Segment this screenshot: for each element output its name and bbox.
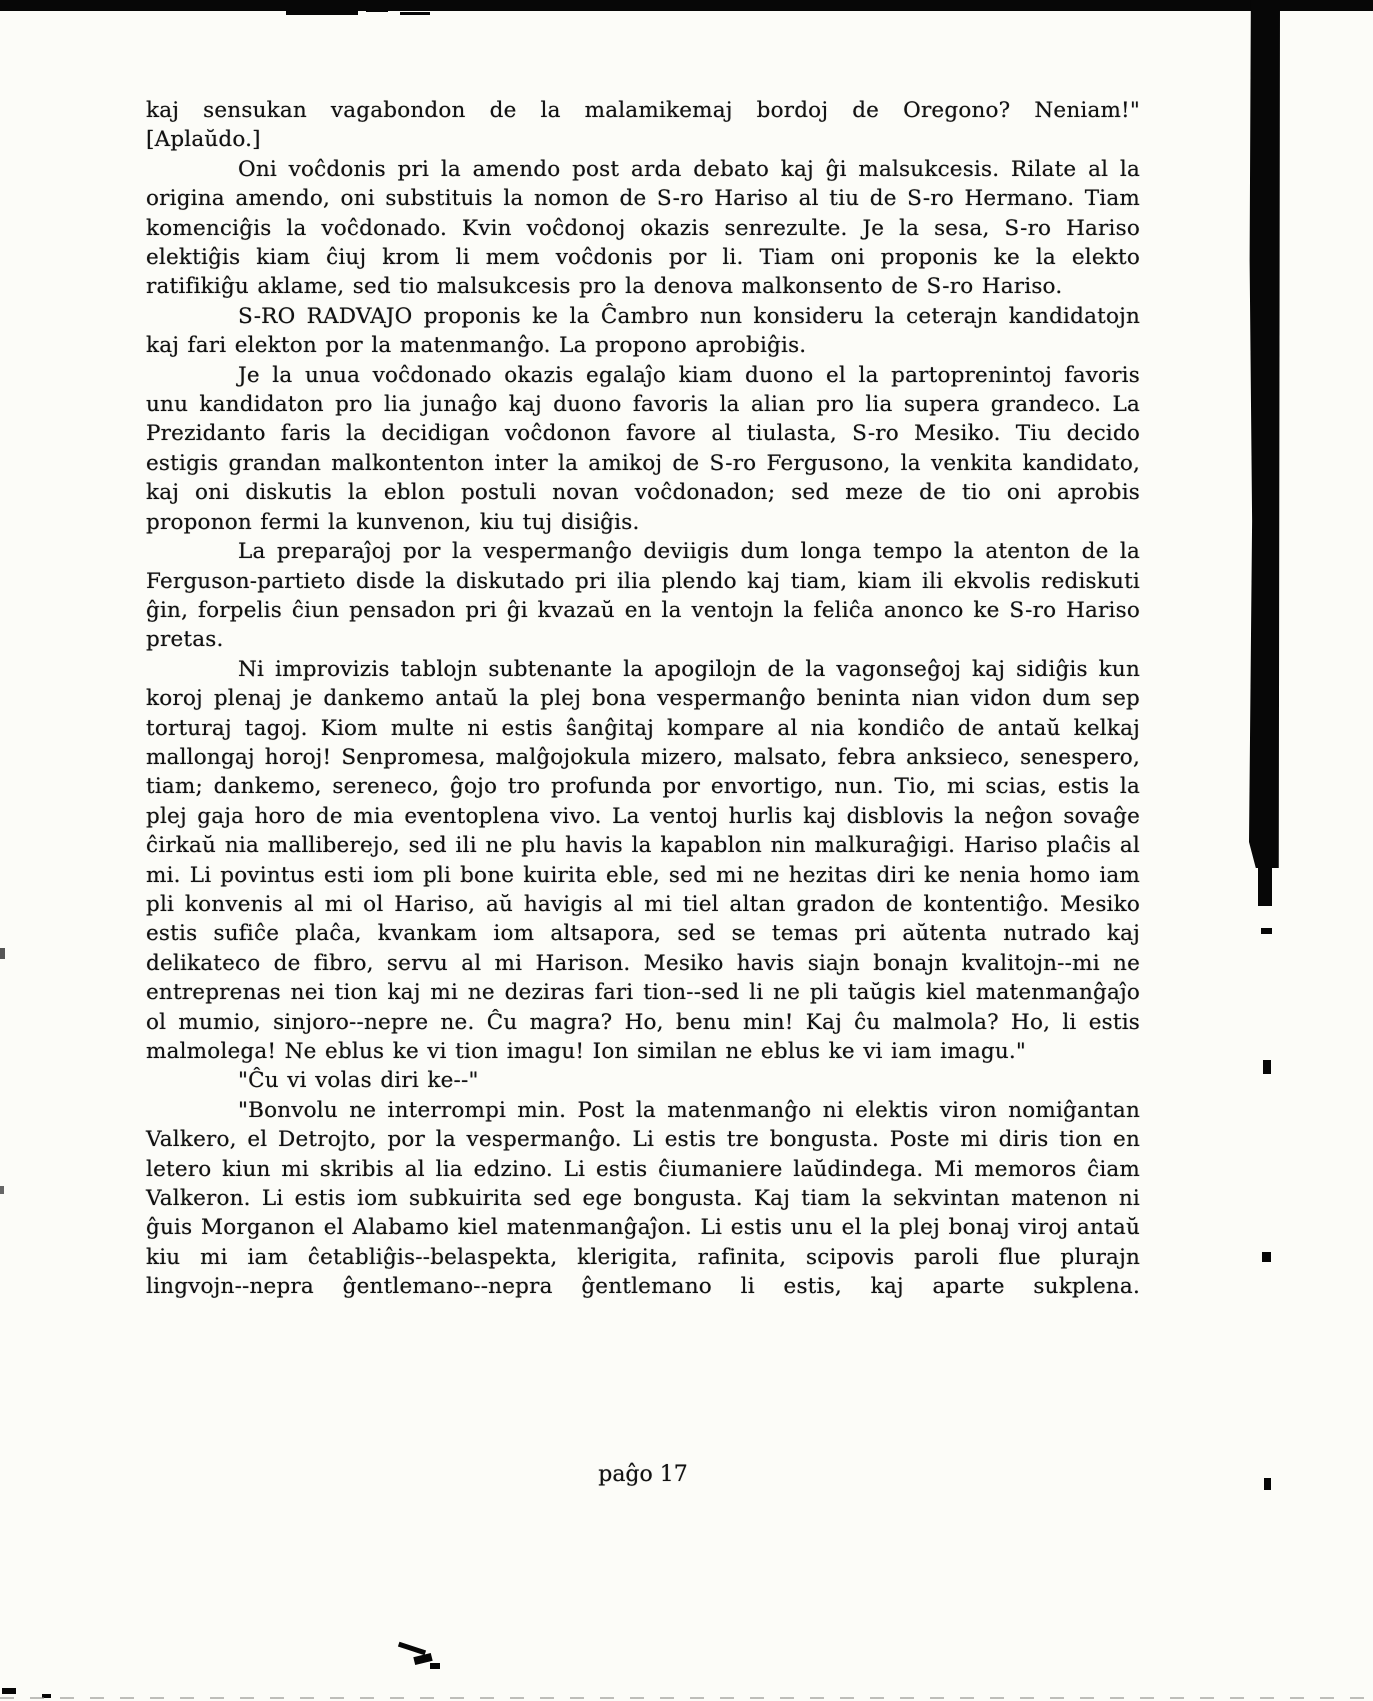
scan-mark-top — [400, 12, 430, 15]
scan-mark-right — [1262, 1252, 1271, 1262]
scan-edge-right — [1249, 0, 1280, 868]
scan-mark-right — [1263, 1060, 1271, 1074]
paragraph: S-RO RADVAJO proponis ke la Ĉambro nun konsideru la ceterajn kandidatojn kaj fari elekton por la matenmanĝo. La propono aprobiĝis. — [146, 303, 1140, 359]
paragraph: kaj sensukan vagabondon de la malamikemaj bordoj de Oregono? Neniam!" — [146, 98, 1140, 123]
page-number: paĝo 17 — [598, 1462, 688, 1487]
scan-mark-bottom — [398, 1642, 426, 1655]
scan-mark-top — [366, 9, 388, 12]
scan-edge-bottom — [0, 1697, 1373, 1699]
scan-edge-right — [1258, 866, 1272, 906]
paragraph: Oni voĉdonis pri la amendo post arda debato kaj ĝi malsukcesis. Rilate al la origina amendo, oni substituis la nomon de S-ro Hariso al tiu de S-ro Hermano. Tiam komenciĝis la voĉdonado. Kvin voĉdonoj okazis senrezulte. Je la sesa, S-ro Hariso elektiĝis kiam ĉiuj krom li mem voĉdonis por li. Tiam oni proponis ke la elekto ratifikiĝu aklame, sed tio malsukcesis pro la denova malkonsento de S-ro Hariso. — [146, 156, 1140, 300]
scan-mark-right — [1261, 928, 1272, 934]
scan-mark-left — [0, 948, 5, 959]
scan-mark-bottom — [2, 1688, 16, 1694]
scan-edge-top — [0, 0, 1373, 11]
scan-mark-right — [1264, 1478, 1271, 1490]
paragraph: La preparaĵoj por la vespermanĝo deviigis dum longa tempo la atenton de la Ferguson-partieto disde la diskutado pri ilia plendo kaj tiam, kiam ili ekvolis rediskuti ĝin, forpelis ĉiun pensadon pri ĝi kvazaŭ en la ventojn la feliĉa anonco ke S-ro Hariso pretas. — [146, 539, 1140, 653]
paragraph: "Ĉu vi volas diri ke--" — [238, 1068, 479, 1094]
paragraph: Je la unua voĉdonado okazis egalaĵo kiam duono el la partoprenintoj favoris unu kandidaton pro lia junaĝo kaj duono favoris la alian pro lia supera grandeco. La Prezidanto faris la decidigan voĉdonon favore al tiulasta, S-ro Mesiko. Tiu decido estigis grandan malkontenton inter la amikoj de S-ro Fergusono, la venkita kandidato, kaj oni diskutis la eblon postuli novan voĉdonadon; sed meze de tio oni aprobis proponon fermi la kunvenon, kiu tuj disiĝis. — [146, 362, 1140, 535]
paragraph: [Aplaŭdo.] — [146, 127, 261, 153]
text-column — [146, 96, 1140, 1302]
paragraph: "Bonvolu ne interrompi min. Post la matenmanĝo ni elektis viron nomiĝantan Valkero, el Detrojto, por la vespermanĝo. Li estis tre bongusta. Poste mi diris tion en letero kiun mi skribis al lia edzino. Li estis ĉiumaniere laŭdindega. Mi memoros ĉiam Valkeron. Li estis iom subkuirita sed ege bongusta. Kaj tiam la sekvintan matenon ni ĝuis Morganon el Alabamo kiel matenmanĝaĵon. Li estis unu el la plej bonaj viroj antaŭ kiu mi iam ĉetabliĝis--belaspekta, klerigita, rafinita, scipovis paroli flue plurajn lingvojn--nepra ĝentlemano--nepra ĝentlemano li estis, kaj aparte sukplena. — [146, 1097, 1140, 1300]
scan-mark-left — [0, 1186, 4, 1194]
paragraph: Ni improvizis tablojn subtenante la apogilojn de la vagonseĝoj kaj sidiĝis kun koroj plenaj je dankemo antaŭ la plej bona vespermanĝo beninta nian vidon dum sep torturaj tagoj. Kiom multe ni estis ŝanĝitaj kompare al nia kondiĉo de antaŭ kelkaj mallongaj horoj! Senpromesa, malĝojokula mizero, malsato, febra anksieco, senespero, tiam; dankemo, sereneco, ĝojo tro profunda por envortigo, nun. Tio, mi scias, estis la plej gaja horo de mia eventoplena vivo. La ventoj hurlis kaj disblovis la neĝon sovaĝe ĉirkaŭ nia malliberejo, sed ili ne plu havis la kapablon nin malkuraĝigi. Hariso plaĉis al mi. Li povintus esti iom pli bone kuirita eble, sed mi ne hezitas diri ke nenia homo iam pli konvenis al mi ol Hariso, aŭ havigis al mi tiel altan gradon de kontentiĝo. Mesiko estis sufiĉe plaĉa, kvankam iom altsapora, sed se temas pri aŭtenta nutrado kaj delikateco de fibro, servu al mi Harison. Mesiko havis siajn bonajn kvalitojn--mi ne entreprenas nei tion kaj mi ne deziras fari tion--sed li ne pli taŭgis kiel matenmanĝaĵo ol mumio, sinjoro--nepre ne. Ĉu magra? Ho, benu min! Kaj ĉu malmola? Ho, li estis malmolega! Ne eblus ke vi tion imagu! Ion similan ne eblus ke vi iam imagu." — [146, 656, 1140, 1064]
scan-mark-bottom — [430, 1663, 440, 1669]
scan-mark-top — [286, 11, 358, 15]
